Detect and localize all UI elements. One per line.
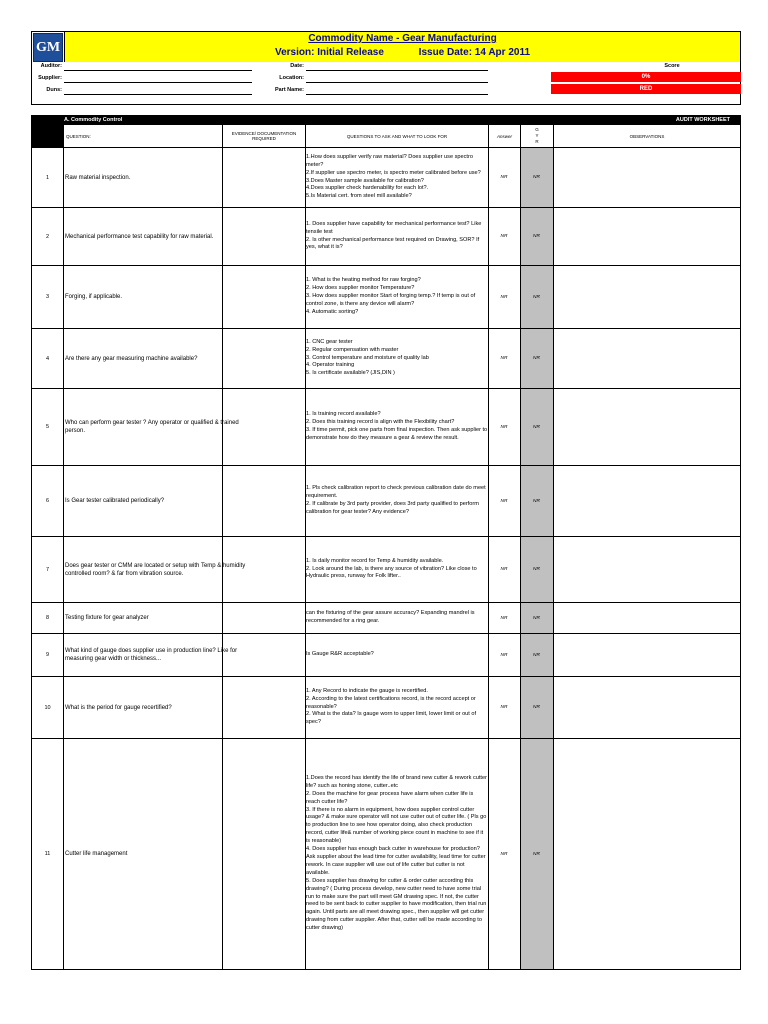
question-cell [65, 634, 253, 676]
look-for-text: can the fixturing of the gear assure accuracy? Expanding mandrel is recommended for a ring gear. [306, 610, 475, 624]
question-text: What is the period for gauge recertified? [65, 704, 172, 711]
table-row [32, 634, 740, 676]
date-field[interactable] [306, 70, 488, 71]
answer-cell[interactable]: NR [500, 567, 508, 572]
question-cell [65, 266, 253, 328]
column-header-gvr: G Y R [535, 127, 539, 144]
look-for-text: 1. Is training record available? 2. Does this training record is align with the Flexibility chart? 3. If time permit, pick one parts from final inspection. Then ask supplier to demonstrate how do they measure a gear & review the result. [306, 411, 488, 441]
location-label: Location: [279, 75, 304, 81]
observations-cell[interactable] [554, 634, 740, 676]
table-row [32, 208, 740, 265]
question-text: Mechanical performance test capability for raw material. [65, 233, 214, 240]
gvr-cell[interactable]: NR [533, 615, 540, 621]
observations-cell[interactable] [554, 537, 740, 602]
section-title: A. Commodity Control [64, 117, 123, 123]
table-row [32, 603, 740, 633]
row-divider [32, 536, 740, 537]
answer-cell[interactable]: NR [500, 851, 508, 857]
row-number: 6 [45, 498, 50, 504]
look-for-text: 1. Any Record to indicate the gauge is recertified. 2. According to the latest certifications record, is the record accept or reasonable? 2. What is the data? Is gauge worn to upper limit, lower limit or out of spec? [306, 687, 477, 726]
look-for-text: 1. CNC gear tester 2. Regular compensation with master 3. Control temperature and moisture of quality lab 4. Operator training 5. Is certificate available? (JIS,DIN ) [306, 338, 429, 377]
table-row [32, 329, 740, 388]
row-divider [32, 633, 740, 634]
gvr-cell[interactable]: NR [533, 652, 540, 658]
auditor-field[interactable] [64, 70, 252, 71]
gvr-cell[interactable]: NR [533, 498, 540, 504]
row-divider [32, 602, 740, 603]
location-field[interactable] [306, 82, 488, 83]
duns-field[interactable] [64, 94, 252, 95]
table-row [32, 266, 740, 328]
question-text: Forging, if applicable. [65, 294, 123, 300]
row-number: 2 [45, 233, 50, 240]
question-text: Are there any gear measuring machine available? [65, 355, 198, 362]
column-header-observations: OBSERVATIONS [629, 133, 665, 139]
row-number: 1 [45, 174, 50, 181]
question-text: Does gear tester or CMM are located or setup with Temp & humidity controlled room? & far from vibration source. [65, 562, 246, 577]
row-number: 11 [44, 851, 51, 857]
column-header-question: QUESTION: [66, 133, 91, 139]
look-for-text: Is Gauge R&R acceptable? [306, 651, 374, 658]
look-for-cell [306, 739, 488, 969]
look-for-text: 1. Does supplier have capability for mechanical performance test? Like tensile test 2. Is other mechanical performance test required on Drawing, SOR? If yes, what it is? [306, 220, 482, 251]
observations-cell[interactable] [554, 266, 740, 328]
observations-cell[interactable] [554, 389, 740, 465]
issue-date: Issue Date: 14 Apr 2011 [418, 47, 531, 58]
question-cell [65, 208, 253, 265]
look-for-cell [306, 208, 488, 265]
supplier-label: Supplier: [38, 75, 62, 81]
table-row [32, 466, 740, 536]
gvr-cell[interactable]: NR [533, 294, 540, 300]
table-row [32, 677, 740, 738]
question-text: Raw material inspection. [65, 174, 131, 181]
part-name-label: Part Name: [274, 87, 304, 93]
observations-cell[interactable] [554, 677, 740, 738]
audit-worksheet-table [31, 115, 741, 970]
answer-cell[interactable]: NR [500, 175, 508, 180]
look-for-cell [306, 266, 488, 328]
look-for-cell [306, 466, 488, 536]
question-cell [65, 466, 253, 536]
table-row [32, 537, 740, 602]
gvr-cell[interactable]: NR [533, 234, 540, 239]
row-divider [32, 676, 740, 677]
row-divider [32, 207, 740, 208]
question-cell [65, 739, 253, 969]
header-divider [32, 147, 740, 148]
gvr-cell[interactable]: NR [533, 356, 540, 361]
look-for-cell [306, 389, 488, 465]
auditor-label: Auditor: [40, 63, 62, 69]
title-band [64, 32, 740, 62]
gvr-cell[interactable]: NR [533, 175, 540, 180]
observations-cell[interactable] [554, 329, 740, 388]
audit-header [31, 31, 741, 105]
answer-cell[interactable]: NR [500, 234, 508, 239]
observations-cell[interactable] [554, 603, 740, 633]
question-text: Cutter life management [65, 851, 128, 857]
supplier-field[interactable] [64, 82, 252, 83]
number-column-header [32, 125, 63, 147]
look-for-text: 1. Pls check calibration report to check previous calibration date do meet requirement. 2. If calibrate by 3rd party provider, does 3rd party qualified to perform calibration for gear tester? Any evidence? [306, 485, 486, 515]
answer-cell[interactable]: NR [500, 652, 508, 658]
gm-logo: GM [33, 33, 63, 62]
observations-cell[interactable] [554, 466, 740, 536]
row-number: 4 [45, 355, 50, 362]
score-value: 0% [551, 72, 741, 82]
gvr-cell[interactable]: NR [533, 567, 540, 572]
look-for-cell [306, 634, 488, 676]
question-text: Who can perform gear tester ? Any operator or qualified & trained person. [65, 420, 239, 434]
row-divider [32, 265, 740, 266]
version-line [65, 47, 740, 58]
row-number: 3 [45, 294, 50, 300]
question-cell [65, 329, 253, 388]
table-row [32, 739, 740, 969]
row-number: 7 [45, 566, 50, 573]
answer-cell[interactable]: NR [500, 705, 508, 710]
row-divider [32, 738, 740, 739]
row-number: 10 [44, 704, 51, 711]
answer-cell[interactable]: NR [500, 356, 508, 361]
question-cell [65, 148, 253, 207]
question-cell [65, 677, 253, 738]
answer-cell[interactable]: NR [500, 294, 508, 300]
duns-label: Duns: [46, 87, 62, 93]
row-divider [32, 465, 740, 466]
observations-cell[interactable] [554, 148, 740, 207]
gvr-cell[interactable]: NR [533, 851, 540, 857]
column-header-answer: Answer [496, 133, 512, 139]
question-text: Is Gear tester calibrated periodically? [65, 498, 165, 504]
answer-cell[interactable]: NR [500, 615, 508, 621]
answer-cell[interactable]: NR [500, 498, 508, 504]
column-header-evidence: EVIDENCE/ DOCUMENTATION REQUIRED [231, 131, 297, 141]
table-row [32, 389, 740, 465]
question-text: What kind of gauge does supplier use in production line? Like for measuring gear width or thickness... [65, 648, 238, 662]
row-divider [32, 388, 740, 389]
look-for-cell [306, 148, 488, 207]
question-cell [65, 537, 253, 602]
row-divider [32, 328, 740, 329]
score-status: RED [551, 84, 741, 94]
look-for-text: 1.How does supplier verify raw material? Does supplier use spectro meter? 2.If supplier use spectro meter, is spectro meter calibrated before use? 3.Does Master sample available for calibration? 4.Does supplier check hardenability for each lot?. 5.Is Material cert. from steel mill available? [306, 153, 481, 200]
worksheet-label: AUDIT WORKSHEET [675, 117, 730, 123]
section-bar [32, 116, 740, 125]
question-text: Testing fixture for gear analyzer [65, 615, 149, 621]
look-for-cell [306, 329, 488, 388]
question-cell [65, 389, 253, 465]
look-for-cell [306, 677, 488, 738]
part-name-field[interactable] [306, 94, 488, 95]
answer-cell[interactable]: NR [500, 424, 508, 430]
commodity-title: Commodity Name - Gear Manufacturing [308, 33, 497, 44]
look-for-text: 1.Does the record has identify the life of brand new cutter & rework cutter life? such as honing stone, cutter..etc 2. Does the machine for gear process have alarm when cutter life is reach cutter life? 3. If there is no alarm in equipment, how does supplier control cutter usage? & make sure operator will not use cutter out of cutter life. ( Pls go to production line to see how operator doing, also check production record, cutter life& number of working piece count in machine to see if it is reasonable) 4. Does supplier has enough back cutter in warehouse for production? Ask supplier about the lead time for cutter availability, lead time for cutter rework. In case supplier will use out of life cutter but cutter is not available. 5. Does supplier has drawing for cutter & order cutter according this drawing? ( During process develop, new cutter need to have some trial run to make sure the part will meet GM drawing spec. If not, the cutter need to be sent back to cutter supplier to have modification, then trial run again. Until parts are all meet drawing spec., then supplier will get cutter drawing from cutter supplier. After that, cutter will be made according to cutter drawing) [306, 774, 487, 932]
gvr-cell[interactable]: NR [533, 424, 540, 430]
table-row [32, 148, 740, 207]
row-number: 5 [45, 424, 50, 430]
question-cell [65, 603, 253, 633]
score-label: Score [664, 63, 680, 69]
look-for-cell [306, 603, 488, 633]
look-for-cell [306, 537, 488, 602]
row-number: 9 [45, 652, 50, 658]
look-for-text: 1. What is the heating method for raw forging? 2. How does supplier monitor Temperature? 3. How does supplier monitor Start of forging temp.? If temp is out of control zone, is there any device will alarm? 4. Automatic sorting? [306, 277, 476, 315]
row-number: 8 [45, 615, 50, 621]
date-label: Date: [290, 63, 304, 69]
version-label: Version: Initial Release [274, 47, 384, 58]
column-header-look-for: QUESTIONS TO ASK AND WHAT TO LOOK FOR [346, 133, 448, 139]
observations-cell[interactable] [554, 208, 740, 265]
observations-cell[interactable] [554, 739, 740, 969]
gvr-cell[interactable]: NR [533, 705, 540, 710]
look-for-text: 1. Is daily monitor record for Temp & humidity available. 2. Look around the lab, is there any source of vibration? Like close to Hydraulic press, runway for Folk lifter.. [306, 557, 477, 580]
